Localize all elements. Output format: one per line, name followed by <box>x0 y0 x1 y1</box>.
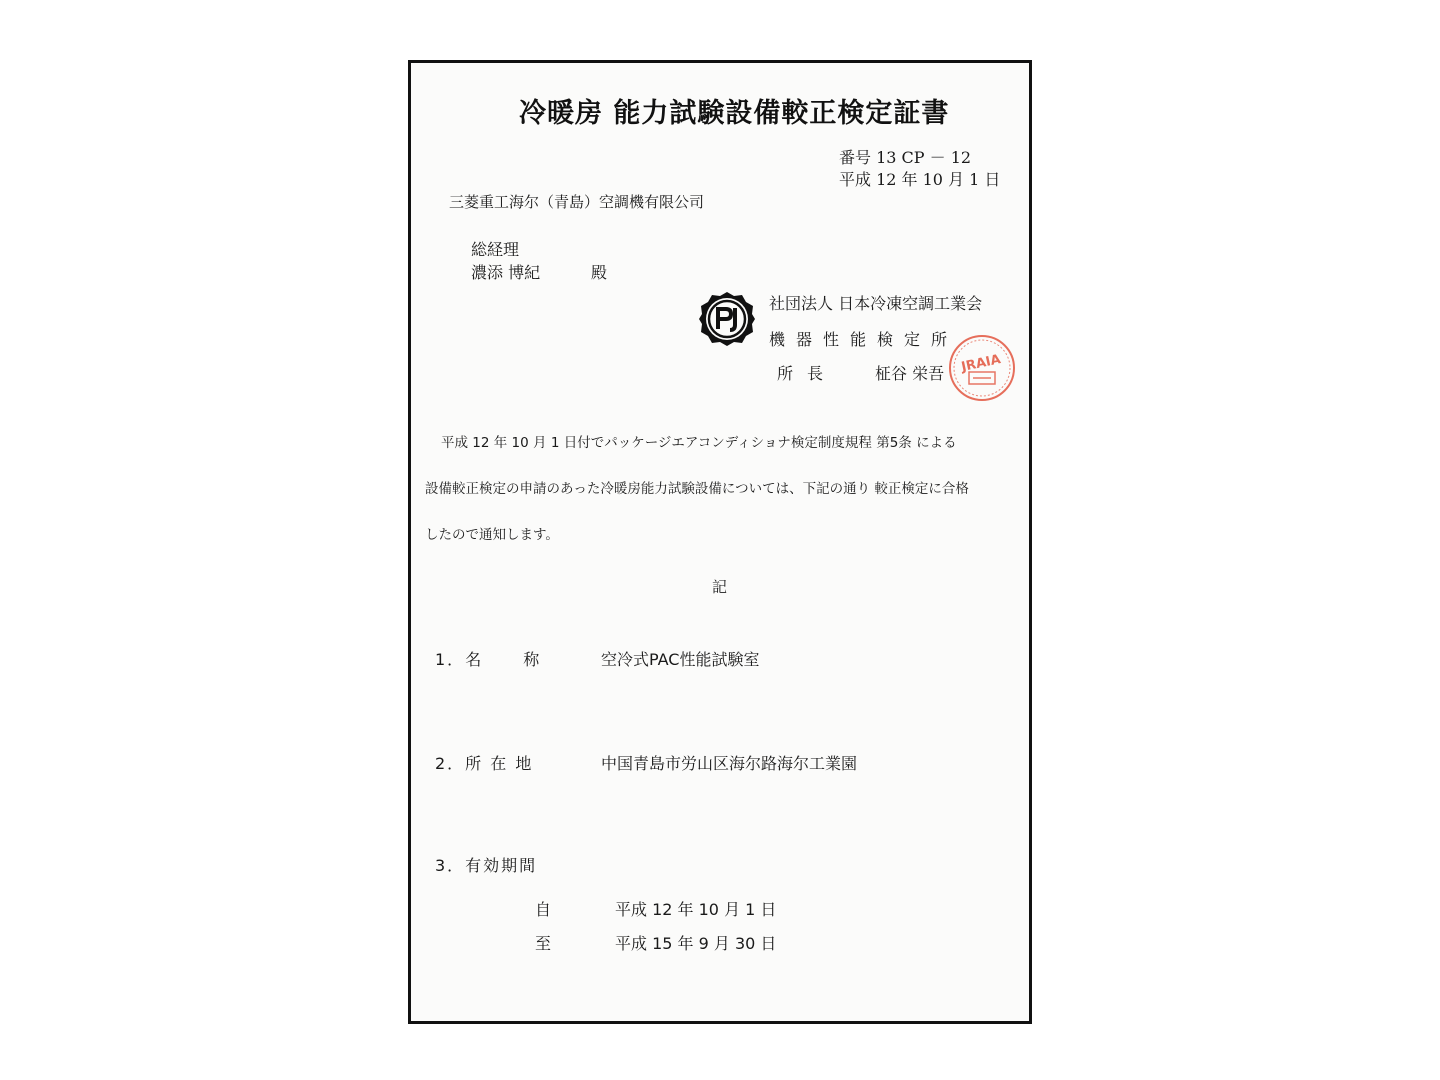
recipient-position: 総経理 <box>471 240 520 259</box>
director-label: 所長 <box>777 364 838 383</box>
director-name: 柾谷 栄吾 <box>875 364 945 383</box>
validity-to-label: 至 <box>535 934 552 953</box>
validity-to-date: 平成 15 年 9 月 30 日 <box>615 934 777 953</box>
certificate-document <box>408 60 1032 1024</box>
certificate-date: 平成 12 年 10 月 1 日 <box>839 170 1001 189</box>
item-1-label-a: 名 <box>465 650 484 669</box>
item-1-label <box>435 647 541 670</box>
note-heading: 記 <box>712 578 728 596</box>
issuer-organization: 社団法人 日本冷凍空調工業会 <box>769 294 983 313</box>
item-1-number: 1． <box>435 650 466 669</box>
certificate-number: 番号 13 CP － 12 <box>839 148 972 167</box>
validity-from-date: 平成 12 年 10 月 1 日 <box>615 900 777 919</box>
recipient-honorific: 殿 <box>591 263 608 282</box>
body-line-2: 設備較正検定の申請のあった冷暖房能力試験設備については、下記の通り 較正検定に合格 <box>425 481 969 497</box>
recipient-company: 三菱重工海尔（青島）空調機有限公司 <box>449 193 705 211</box>
jraia-logo-icon <box>699 291 755 347</box>
item-3-label: 3．有効期間 <box>435 856 538 875</box>
recipient-name: 濃添 博紀 <box>471 263 541 282</box>
svg-text:JRAIA: JRAIA <box>960 352 1003 376</box>
body-line-1: 平成 12 年 10 月 1 日付でパッケージエアコンディショナ検定制度規程 第5条 による <box>441 435 957 451</box>
item-1-value: 空冷式PAC性能試験室 <box>601 650 760 669</box>
item-1-label-b: 称 <box>523 650 542 669</box>
document-title: 冷暖房 能力試験設備較正検定証書 <box>519 98 950 129</box>
item-2-value: 中国青島市労山区海尔路海尔工業園 <box>601 754 858 773</box>
official-seal-stamp <box>947 333 1017 403</box>
issuer-office: 機器性能検定所 <box>769 330 959 349</box>
body-line-3: したので通知します。 <box>425 527 559 543</box>
validity-from-label: 自 <box>535 900 552 919</box>
item-2-label: 2．所 在 地 <box>435 754 534 773</box>
